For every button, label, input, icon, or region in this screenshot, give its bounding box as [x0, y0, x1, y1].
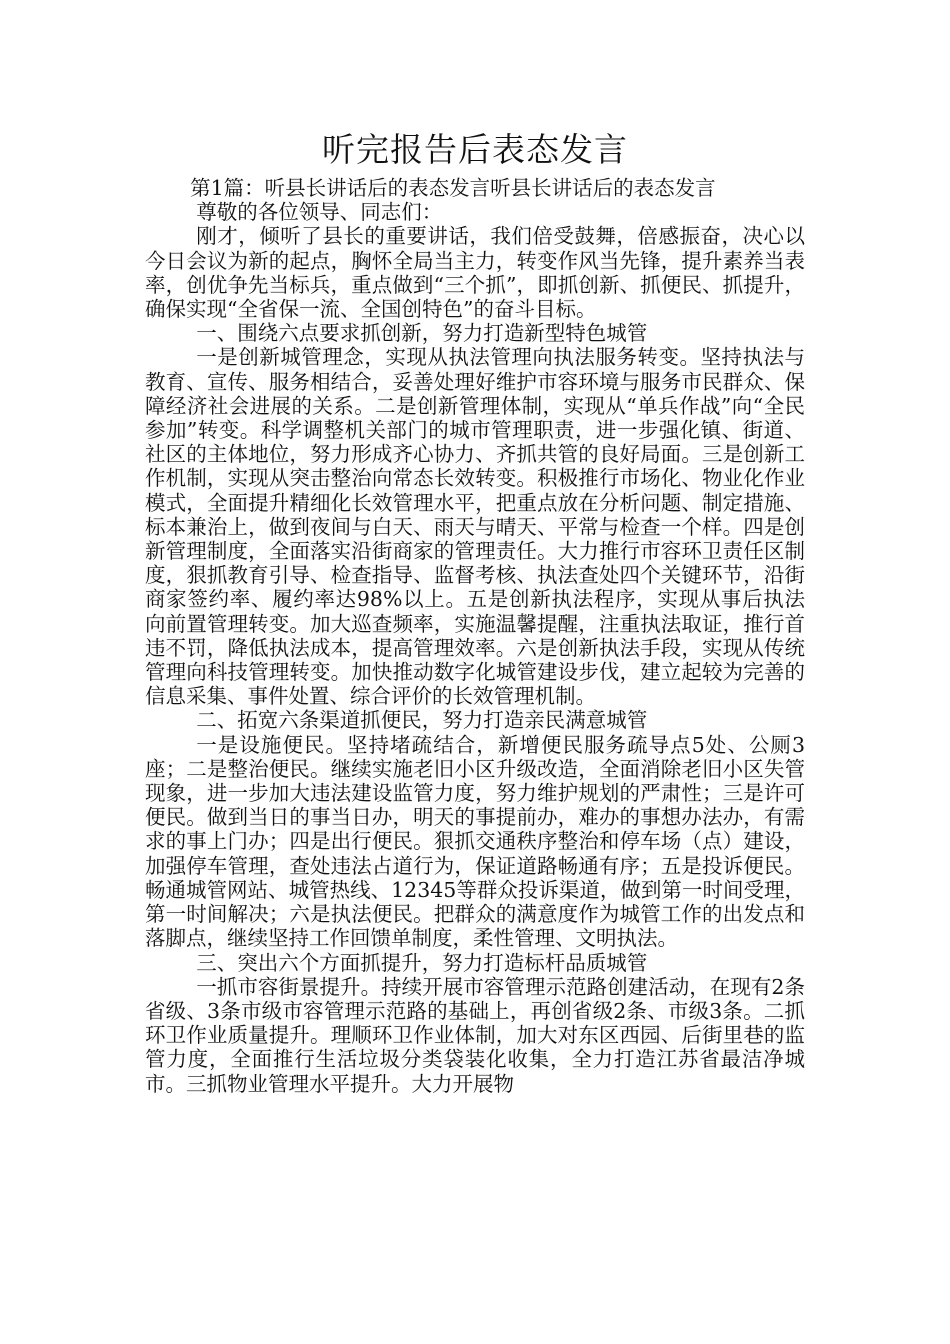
section-heading-1: 一、围绕六点要求抓创新，努力打造新型特色城管 — [196, 321, 648, 346]
document-subtitle: 第1篇：听县长讲话后的表态发言听县长讲话后的表态发言 — [190, 176, 716, 200]
paragraph-section-3: 一抓市容街景提升。持续开展市容管理示范路创建活动，在现有2条省级、3条市级市容管理示范路的基础上，再创省级2条、市级3条。二抓环卫作业质量提升。理顺环卫作业体制，加大对东区西园、后街里巷的监管力度，全面推行生活垃圾分类袋装化收集，全力打造江苏省最洁净城市。三抓物业管理水平提升。大力开展物 — [145, 974, 805, 1096]
salutation: 尊敬的各位领导、同志们： — [196, 200, 443, 225]
document-page — [145, 128, 805, 1096]
paragraph-section-1: 一是创新城管理念，实现从执法管理向执法服务转变。坚持执法与教育、宣传、服务相结合，妥善处理好维护市容环境与服务市民群众、保障经济社会进展的关系。二是创新管理体制，实现从“单兵作战”向“全民参加”转变。科学调整机关部门的城市管理职责，进一步强化镇、街道、社区的主体地位，努力形成齐心协力、齐抓共管的良好局面。三是创新工作机制，实现从突击整治向常态长效转变。积极推行市场化、物业化作业模式，全面提升精细化长效管理水平，把重点放在分析问题、制定措施、标本兼治上，做到夜间与白天、雨天与晴天、平常与检查一个样。四是创新管理制度，全面落实沿街商家的管理责任。大力推行市容环卫责任区制度，狠抓教育引导、检查指导、监督考核、执法查处四个关键环节，沿街商家签约率、履约率达98%以上。五是创新执法程序，实现从事后执法向前置管理转变。加大巡查频率，实施温馨提醒，注重执法取证，推行首违不罚，降低执法成本，提高管理效率。六是创新执法手段，实现从传统管理向科技管理转变。加快推动数字化城管建设步伐，建立起较为完善的信息采集、事件处置、综合评价的长效管理机制。 — [145, 345, 805, 709]
section-heading-3: 三、突出六个方面抓提升，努力打造标杆品质城管 — [196, 950, 648, 975]
document-title: 听完报告后表态发言 — [322, 130, 628, 169]
paragraph-intro: 刚才，倾听了县长的重要讲话，我们倍受鼓舞，倍感振奋，决心以今日会议为新的起点，胸怀全局当主力，转变作风当先锋，提升素养当表率，创优争先当标兵，重点做到“三个抓”，即抓创新、抓便民、抓提升，确保实现“全省保一流、全国创特色”的奋斗目标。 — [145, 224, 805, 322]
paragraph-section-2: 一是设施便民。坚持堵疏结合，新增便民服务疏导点5处、公厕3座；二是整治便民。继续实施老旧小区升级改造，全面消除老旧小区失管现象，进一步加大违法建设监管力度，努力维护规划的严肃性；三是许可便民。做到当日的事当日办，明天的事提前办，难办的事想办法办，有需求的事上门办；四是出行便民。狠抓交通秩序整治和停车场（点）建设，加强停车管理，查处违法占道行为，保证道路畅通有序；五是投诉便民。畅通城管网站、城管热线、12345等群众投诉渠道，做到第一时间受理，第一时间解决；六是执法便民。把群众的满意度作为城管工作的出发点和落脚点，继续坚持工作回馈单制度，柔性管理、文明执法。 — [145, 732, 805, 951]
section-heading-2: 二、拓宽六条渠道抓便民，努力打造亲民满意城管 — [196, 708, 648, 733]
